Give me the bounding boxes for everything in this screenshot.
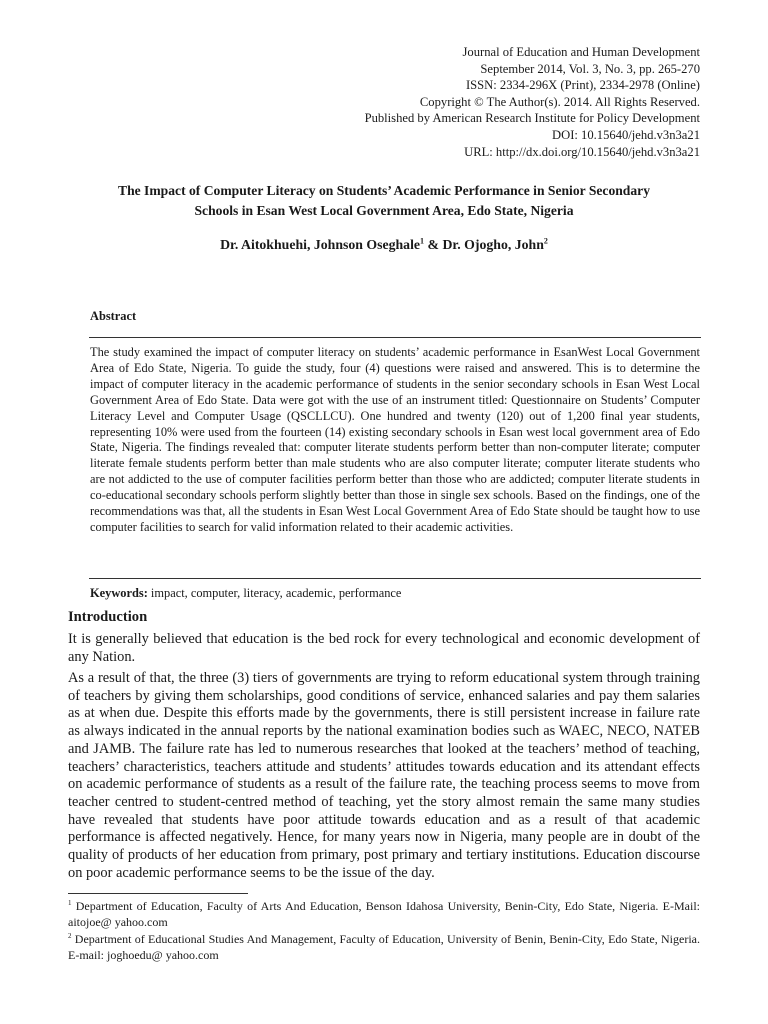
issn: ISSN: 2334-296X (Print), 2334-2978 (Online) (465, 78, 700, 93)
abstract-heading: Abstract (90, 309, 137, 323)
title-line-2: Schools in Esan West Local Government Area, Edo State, Nigeria (194, 203, 574, 218)
publisher: Published by American Research Institute for Policy Development (364, 111, 700, 126)
keywords-label: Keywords: (90, 586, 148, 600)
issue-info: September 2014, Vol. 3, No. 3, pp. 265-270 (480, 61, 700, 76)
doi: DOI: 10.15640/jehd.v3n3a21 (552, 127, 700, 142)
footnote-1 (68, 899, 700, 930)
keywords (90, 586, 401, 601)
keywords-value: impact, computer, literacy, academic, performance (147, 586, 402, 600)
footnote-rule (68, 893, 248, 894)
footnote-2-mark: 2 (68, 932, 72, 941)
abstract-top-rule (89, 337, 701, 338)
footnote-2-text: Department of Educational Studies And Management, Faculty of Education, University of Benin, Benin-City, Edo State, Nigeria. E-mail: joghoedu@ yahoo.com (68, 932, 700, 962)
author-1: Dr. Aitokhuehi, Johnson Oseghale (220, 237, 421, 252)
author-2-footnote-mark: 2 (543, 236, 548, 246)
copyright: Copyright © The Author(s). 2014. All Rights Reserved. (419, 94, 700, 109)
author-1-footnote-mark: 1 (420, 236, 425, 246)
abstract-body: The study examined the impact of computer literacy on students’ academic performance in EsanWest Local Government Area of Edo State, Nigeria. To guide the study, four (4) questions were raised and answered. This is to determine the impact of computer literacy in the academic performance of students in the senior secondary schools in Esan West Local Government Area of Edo State. Data were got with the use of an instrument titled: Questionnaire on Students’ Computer Literacy Level and Computer Usage (QSCLLCU). One hundred and twenty (120) out of 1,200 final year students, representing 10% were used from the fourteen (14) existing secondary schools in Esan west local government area of Edo State, Nigeria. The findings revealed that: computer literate students perform better than non-computer literate; computer literate female students perform better than male students who are also computer literate; computer literate students who are not addicted to the use of computer facilities perform better than those who are addicted; computer literate students in co-educational secondary schools perform slightly better than those in single sex schools. Based on the findings, one of the recommendations was that, all the students in Esan West Local Government Area of Edo State should be taught how to use computer facilities to search for valid information related to their academic activities. (90, 345, 700, 534)
footnotes (68, 899, 700, 965)
footnote-1-text: Department of Education, Faculty of Arts And Education, Benson Idahosa University, Benin-City, Edo State, Nigeria. E-Mail: aitojoe@ yahoo.com (68, 899, 700, 929)
journal-name: Journal of Education and Human Development (462, 45, 700, 59)
introduction-heading: Introduction (68, 609, 148, 625)
paper-title (70, 181, 698, 221)
title-line-1: The Impact of Computer Literacy on Students’ Academic Performance in Senior Secondary (118, 183, 650, 198)
introduction-paragraph-2: As a result of that, the three (3) tiers of governments are trying to reform educational system through training of teachers by giving them scholarships, good conditions of service, enhanced salaries and pay them salaries as at when due. Despite this efforts made by the governments, there is still persistent increase in failure rate as always indicated in the annual reports by the national examination bodies such as WAEC, NECO, NATEB and JAMB. The failure rate has led to numerous researches that looked at the teachers’ method of teaching, teachers’ characteristics, teachers attitude and students’ attitudes towards education and its attendant effects on academic performance of students as a result of the failure rate, the teaching process seems to move from teacher centred to student-centred method of teaching, yet the story almost remain the same many studies have revealed that students have poor attitude towards education and as a result of that academic performance is affected negatively. Hence, for many years now in Nigeria, many people are in doubt of the quality of products of her education from primary, post primary and tertiary institutions. Education discourse on poor academic performance seems to be the issue of the day. (68, 670, 700, 881)
author-list (70, 235, 698, 255)
abstract-bottom-rule (89, 578, 701, 579)
journal-header (365, 44, 700, 160)
author-2: Dr. Ojogho, John (442, 237, 544, 252)
url: URL: http://dx.doi.org/10.15640/jehd.v3n3a21 (464, 144, 700, 159)
author-separator: & (424, 237, 443, 252)
footnote-1-mark: 1 (68, 899, 72, 907)
footnote-2 (68, 932, 700, 963)
introduction-paragraph-1: It is generally believed that education is the bed rock for every technological and economic development of any Nation. (68, 631, 700, 665)
